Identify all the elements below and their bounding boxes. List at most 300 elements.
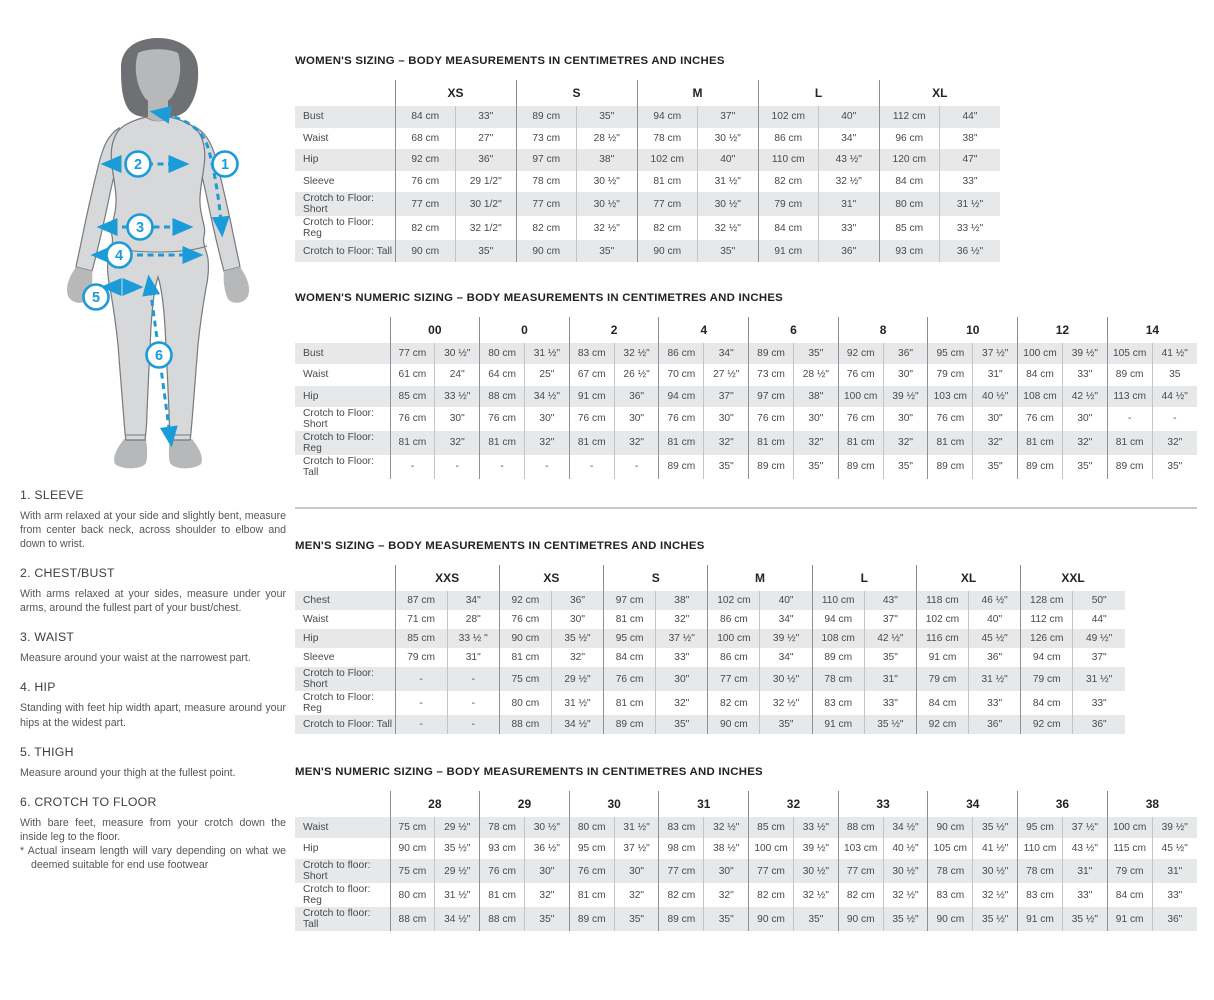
value-cm: 82 cm (395, 216, 456, 240)
marker-number: 2 (133, 157, 143, 173)
row-label: Waist (303, 614, 329, 625)
value-inches: 50" (1073, 591, 1125, 610)
instruction-sleeve (20, 488, 286, 551)
value-inches: 37" (1073, 648, 1125, 667)
value-cm: 102 cm (916, 610, 968, 629)
value-cm: 94 cm (1021, 648, 1073, 667)
value-inches: - (1152, 407, 1197, 431)
value-cm: 81 cm (659, 431, 704, 455)
value-inches: 36" (969, 715, 1021, 734)
value-cm: 92 cm (499, 591, 551, 610)
value-cm: 89 cm (749, 455, 794, 479)
value-cm: 76 cm (928, 407, 973, 431)
value-cm: 84 cm (879, 171, 940, 193)
value-cm: 67 cm (569, 364, 614, 385)
value-cm: 89 cm (1018, 455, 1063, 479)
value-cm: 89 cm (749, 343, 794, 364)
value-inches: 31" (1062, 859, 1107, 883)
value-cm: 116 cm (916, 629, 968, 648)
size-column-header: 30 (569, 791, 659, 817)
table-row (295, 859, 1197, 883)
size-column-header: 12 (1018, 317, 1108, 343)
value-inches: 32 ½" (704, 817, 749, 838)
value-inches: 35" (456, 240, 517, 262)
size-column-header: 36 (1018, 791, 1108, 817)
value-inches: 38" (793, 386, 838, 407)
value-cm: 91 cm (812, 715, 864, 734)
value-inches: 36" (551, 591, 603, 610)
value-inches: 30 1/2" (456, 192, 517, 216)
value-inches: 35" (973, 455, 1018, 479)
row-label: Bust (303, 111, 324, 123)
value-cm: 80 cm (499, 691, 551, 715)
value-cm: 71 cm (395, 610, 447, 629)
value-cm: 83 cm (569, 343, 614, 364)
table-row (295, 838, 1197, 859)
value-inches: 40" (969, 610, 1021, 629)
value-inches: 38" (656, 591, 708, 610)
value-cm: 113 cm (1107, 386, 1152, 407)
value-cm: 94 cm (659, 386, 704, 407)
value-cm: 105 cm (1107, 343, 1152, 364)
value-cm: 91 cm (1107, 907, 1152, 931)
value-inches: 30" (656, 667, 708, 691)
womens-sizing-section (295, 55, 1000, 262)
value-inches: 45 ½" (1152, 838, 1197, 859)
value-cm: 90 cm (390, 838, 435, 859)
size-column-header: XXS (395, 565, 499, 591)
size-column-header: 0 (480, 317, 570, 343)
value-cm: 83 cm (812, 691, 864, 715)
value-cm: 75 cm (390, 859, 435, 883)
value-cm: 93 cm (879, 240, 940, 262)
value-inches: 33" (1073, 691, 1125, 715)
value-cm: 115 cm (1107, 838, 1152, 859)
value-cm: 87 cm (395, 591, 447, 610)
table-row (295, 907, 1197, 931)
row-label: Waist (303, 822, 329, 833)
value-inches: 37 ½" (973, 343, 1018, 364)
value-cm: 85 cm (395, 629, 447, 648)
table-row (295, 591, 1125, 610)
value-cm: 95 cm (928, 343, 973, 364)
row-label: Sleeve (303, 652, 335, 663)
value-cm: 91 cm (758, 240, 819, 262)
row-label: Sleeve (303, 176, 335, 188)
value-inches: 35 ½" (973, 907, 1018, 931)
value-inches: 28 ½" (577, 128, 638, 150)
value-cm: 96 cm (879, 128, 940, 150)
mens-numeric-sizing-title: MEN'S NUMERIC SIZING – BODY MEASUREMENTS IN CENTIMETRES AND INCHES (295, 766, 763, 778)
value-cm: 100 cm (749, 838, 794, 859)
value-cm: - (1107, 407, 1152, 431)
size-column-header: XXL (1021, 565, 1125, 591)
value-inches: 35 ½" (973, 817, 1018, 838)
value-cm: 120 cm (879, 149, 940, 171)
value-inches: 35" (524, 907, 569, 931)
row-label: Crotch to Floor: Tall (303, 719, 393, 730)
value-inches: 33" (864, 691, 916, 715)
value-cm: 94 cm (637, 106, 698, 128)
size-table (295, 80, 1000, 262)
value-inches: 35" (656, 715, 708, 734)
value-cm: 89 cm (604, 715, 656, 734)
value-inches: 29 1/2" (456, 171, 517, 193)
value-inches: 32 ½" (614, 343, 659, 364)
value-inches: 32" (551, 648, 603, 667)
womens-numeric-sizing-table (295, 317, 1197, 479)
value-cm: 108 cm (1018, 386, 1063, 407)
table-row (295, 171, 1000, 193)
size-column-header: 00 (390, 317, 480, 343)
value-inches: 26 ½" (614, 364, 659, 385)
instruction-waist (20, 630, 286, 665)
value-cm: 80 cm (480, 343, 525, 364)
value-inches: - (447, 715, 499, 734)
value-inches: 36" (614, 386, 659, 407)
value-cm: 81 cm (1018, 431, 1063, 455)
value-inches: 34 ½" (524, 386, 569, 407)
value-inches: - (524, 455, 569, 479)
value-cm: 102 cm (708, 591, 760, 610)
instruction-title: 6. CROTCH TO FLOOR (20, 794, 157, 809)
value-cm: 82 cm (838, 883, 883, 907)
value-cm: 89 cm (1107, 364, 1152, 385)
value-inches: 27 ½" (704, 364, 749, 385)
value-inches: 40" (698, 149, 759, 171)
value-cm: 100 cm (838, 386, 883, 407)
value-cm: 76 cm (499, 610, 551, 629)
value-cm: 80 cm (390, 883, 435, 907)
value-inches: 43 ½" (1062, 838, 1107, 859)
value-cm: 100 cm (708, 629, 760, 648)
size-column-header: S (516, 80, 637, 106)
value-cm: 92 cm (1021, 715, 1073, 734)
womens-sizing-table (295, 80, 1000, 262)
value-inches: 47" (940, 149, 1001, 171)
value-cm: 126 cm (1021, 629, 1073, 648)
value-inches: 30 ½" (793, 859, 838, 883)
value-inches: 35 ½" (551, 629, 603, 648)
value-cm: 86 cm (708, 648, 760, 667)
value-cm: 73 cm (516, 128, 577, 150)
value-cm: - (395, 691, 447, 715)
value-cm: 84 cm (758, 216, 819, 240)
value-cm: 110 cm (812, 591, 864, 610)
value-inches: 31 ½" (698, 171, 759, 193)
value-cm: 95 cm (1018, 817, 1063, 838)
value-inches: - (435, 455, 480, 479)
womens-sizing-title: WOMEN'S SIZING – BODY MEASUREMENTS IN CENTIMETRES AND INCHES (295, 55, 725, 67)
value-cm: 77 cm (708, 667, 760, 691)
table-row (295, 364, 1197, 385)
value-cm: 89 cm (1107, 455, 1152, 479)
value-cm: 88 cm (390, 907, 435, 931)
value-inches: 41 ½" (1152, 343, 1197, 364)
value-cm: 112 cm (1021, 610, 1073, 629)
table-row (295, 715, 1125, 734)
value-cm: 90 cm (637, 240, 698, 262)
value-cm: 82 cm (516, 216, 577, 240)
instruction-title: 4. HIP (20, 680, 56, 695)
table-row (295, 407, 1197, 431)
row-label: Crotch to Floor: Short (303, 668, 374, 690)
value-cm: 89 cm (516, 106, 577, 128)
value-cm: 76 cm (395, 171, 456, 193)
table-row (295, 128, 1000, 150)
value-cm: 77 cm (659, 859, 704, 883)
value-inches: 37" (864, 610, 916, 629)
value-inches: 32 ½" (760, 691, 812, 715)
value-cm: - (395, 715, 447, 734)
value-cm: 77 cm (637, 192, 698, 216)
value-inches: 33" (656, 648, 708, 667)
value-inches: 49 ½" (1073, 629, 1125, 648)
value-cm: 102 cm (758, 106, 819, 128)
value-inches: 32" (704, 431, 749, 455)
table-row (295, 455, 1197, 479)
value-cm: 89 cm (838, 455, 883, 479)
value-cm: 102 cm (637, 149, 698, 171)
value-cm: - (480, 455, 525, 479)
value-inches: 30" (793, 407, 838, 431)
value-cm: 85 cm (749, 817, 794, 838)
size-column-header: 2 (569, 317, 659, 343)
value-inches: 36" (969, 648, 1021, 667)
value-inches: 38" (577, 149, 638, 171)
table-row (295, 343, 1197, 364)
value-cm: 100 cm (1018, 343, 1063, 364)
value-cm: 89 cm (569, 907, 614, 931)
value-inches: 32 ½" (793, 883, 838, 907)
marker-number: 4 (114, 248, 124, 264)
value-inches: 35" (704, 455, 749, 479)
value-cm: 93 cm (480, 838, 525, 859)
value-inches: 29 ½" (435, 817, 480, 838)
value-cm: 95 cm (569, 838, 614, 859)
value-cm: 81 cm (569, 431, 614, 455)
value-inches: 31 ½" (614, 817, 659, 838)
value-cm: 84 cm (1018, 364, 1063, 385)
value-cm: 77 cm (395, 192, 456, 216)
table-row (295, 192, 1000, 216)
value-inches: 32" (656, 610, 708, 629)
value-cm: 85 cm (390, 386, 435, 407)
size-column-header: 14 (1107, 317, 1197, 343)
row-label: Crotch to Floor: Reg (303, 431, 374, 454)
value-cm: 81 cm (928, 431, 973, 455)
value-cm: 98 cm (659, 838, 704, 859)
value-inches: 41 ½" (973, 838, 1018, 859)
instruction-text: Measure around your thigh at the fullest point. (20, 766, 236, 779)
value-cm: 77 cm (516, 192, 577, 216)
value-cm: 100 cm (1107, 817, 1152, 838)
figure-illustration (57, 25, 257, 475)
value-cm: 82 cm (637, 216, 698, 240)
value-inches: 30" (524, 859, 569, 883)
mens-sizing-table (295, 565, 1125, 734)
value-cm: 88 cm (838, 817, 883, 838)
value-inches: 40" (760, 591, 812, 610)
table-row (295, 883, 1197, 907)
value-inches: 34" (704, 343, 749, 364)
value-cm: 64 cm (480, 364, 525, 385)
value-inches: 30 ½" (698, 128, 759, 150)
value-inches: 37 ½" (656, 629, 708, 648)
size-column-header: 6 (749, 317, 839, 343)
marker-number: 6 (154, 348, 164, 364)
value-cm: 78 cm (480, 817, 525, 838)
value-cm: 76 cm (749, 407, 794, 431)
table-row (295, 629, 1125, 648)
instruction-title: 3. WAIST (20, 630, 75, 645)
value-inches: 34" (819, 128, 880, 150)
row-label: Crotch to Floor: Tall (303, 455, 374, 478)
value-inches: 30 ½" (435, 343, 480, 364)
value-inches: 35" (577, 240, 638, 262)
instruction-crotch-to-floor (20, 795, 286, 844)
value-inches: 30 ½" (883, 859, 928, 883)
row-label: Hip (303, 843, 319, 854)
value-inches: 30" (973, 407, 1018, 431)
value-cm: 70 cm (659, 364, 704, 385)
value-cm: 90 cm (838, 907, 883, 931)
value-inches: 30" (614, 407, 659, 431)
body-measurement-diagram (57, 25, 257, 475)
value-inches: 33" (940, 171, 1001, 193)
size-column-header: XS (395, 80, 516, 106)
value-inches: 35" (577, 106, 638, 128)
value-cm: 81 cm (838, 431, 883, 455)
value-inches: 30" (704, 859, 749, 883)
size-column-header: 34 (928, 791, 1018, 817)
value-cm: 92 cm (916, 715, 968, 734)
value-cm: 77 cm (749, 859, 794, 883)
value-cm: 110 cm (758, 149, 819, 171)
value-inches: 31" (447, 648, 499, 667)
value-inches: 37 ½" (1062, 817, 1107, 838)
value-inches: 31 ½" (940, 192, 1001, 216)
instruction-text: Measure around your waist at the narrowest part. (20, 652, 251, 665)
size-column-header: 10 (928, 317, 1018, 343)
value-inches: 43 ½" (819, 149, 880, 171)
size-column-header: 32 (749, 791, 839, 817)
value-inches: 43" (864, 591, 916, 610)
value-cm: 89 cm (928, 455, 973, 479)
value-inches: 30" (435, 407, 480, 431)
value-cm: 94 cm (812, 610, 864, 629)
value-cm: 79 cm (928, 364, 973, 385)
value-cm: 82 cm (659, 883, 704, 907)
measure-marker-4 (107, 243, 132, 268)
value-inches: 35" (793, 455, 838, 479)
value-inches: 33" (1062, 883, 1107, 907)
figure-right-hand (224, 267, 249, 303)
womens-numeric-sizing-title: WOMEN'S NUMERIC SIZING – BODY MEASUREMENTS IN CENTIMETRES AND INCHES (295, 292, 784, 304)
size-table (295, 317, 1197, 479)
instruction-hip (20, 680, 286, 729)
marker-number: 5 (91, 290, 101, 306)
value-cm: 81 cm (390, 431, 435, 455)
value-inches: 30 ½" (973, 859, 1018, 883)
mens-sizing-section (295, 540, 1125, 734)
value-cm: 83 cm (928, 883, 973, 907)
value-inches: 31 ½" (551, 691, 603, 715)
value-inches: 32 ½" (883, 883, 928, 907)
value-inches: 32" (1152, 431, 1197, 455)
inseam-footnote: * Actual inseam length will vary depending on what we deemed suitable for end use footwear (20, 844, 286, 871)
value-cm: 78 cm (1018, 859, 1063, 883)
value-cm: 89 cm (659, 907, 704, 931)
value-cm: - (569, 455, 614, 479)
instruction-text: Standing with feet hip width apart, measure around your hips at the widest part. (20, 702, 286, 729)
value-inches: 36" (1152, 907, 1197, 931)
instruction-title: 2. CHEST/BUST (20, 566, 115, 581)
corner-cell (295, 80, 395, 106)
value-inches: 35" (1152, 455, 1197, 479)
figure-neck (148, 95, 168, 121)
corner-cell (295, 317, 390, 343)
value-inches: 42 ½" (1062, 386, 1107, 407)
value-inches: 38 ½" (704, 838, 749, 859)
value-inches: 30" (704, 407, 749, 431)
value-cm: 105 cm (928, 838, 973, 859)
value-inches: 30" (551, 610, 603, 629)
value-cm: 88 cm (480, 386, 525, 407)
value-cm: 92 cm (838, 343, 883, 364)
value-cm: 97 cm (749, 386, 794, 407)
size-column-header: XL (916, 565, 1020, 591)
value-cm: 91 cm (569, 386, 614, 407)
row-label: Crotch to floor: Tall (303, 908, 371, 930)
value-inches: 30 ½" (524, 817, 569, 838)
size-column-header: L (758, 80, 879, 106)
value-cm: 82 cm (749, 883, 794, 907)
value-cm: 79 cm (758, 192, 819, 216)
value-inches: 28 ½" (793, 364, 838, 385)
row-label: Hip (303, 390, 319, 402)
size-column-header: XS (499, 565, 603, 591)
value-inches: 34 ½" (551, 715, 603, 734)
value-inches: - (447, 667, 499, 691)
value-inches: 31" (973, 364, 1018, 385)
value-cm: 84 cm (1107, 883, 1152, 907)
value-inches: 33 ½" (793, 817, 838, 838)
size-column-header: 28 (390, 791, 480, 817)
value-inches: 39 ½" (760, 629, 812, 648)
value-cm: 108 cm (812, 629, 864, 648)
value-cm: 88 cm (499, 715, 551, 734)
value-cm: 128 cm (1021, 591, 1073, 610)
value-inches: 30 ½" (577, 192, 638, 216)
value-cm: 76 cm (838, 407, 883, 431)
value-cm: 75 cm (390, 817, 435, 838)
measure-marker-6 (147, 343, 172, 368)
value-inches: 32" (793, 431, 838, 455)
value-inches: 32 ½" (819, 171, 880, 193)
instruction-title: 1. SLEEVE (20, 488, 84, 502)
size-column-header: 29 (480, 791, 570, 817)
value-cm: 91 cm (1018, 907, 1063, 931)
size-column-header: M (708, 565, 812, 591)
row-label: Hip (303, 633, 319, 644)
value-cm: 86 cm (659, 343, 704, 364)
value-inches: 42 ½" (864, 629, 916, 648)
value-inches: 33" (1152, 883, 1197, 907)
measure-marker-1 (213, 152, 238, 177)
value-cm: 90 cm (395, 240, 456, 262)
value-cm: 76 cm (480, 859, 525, 883)
